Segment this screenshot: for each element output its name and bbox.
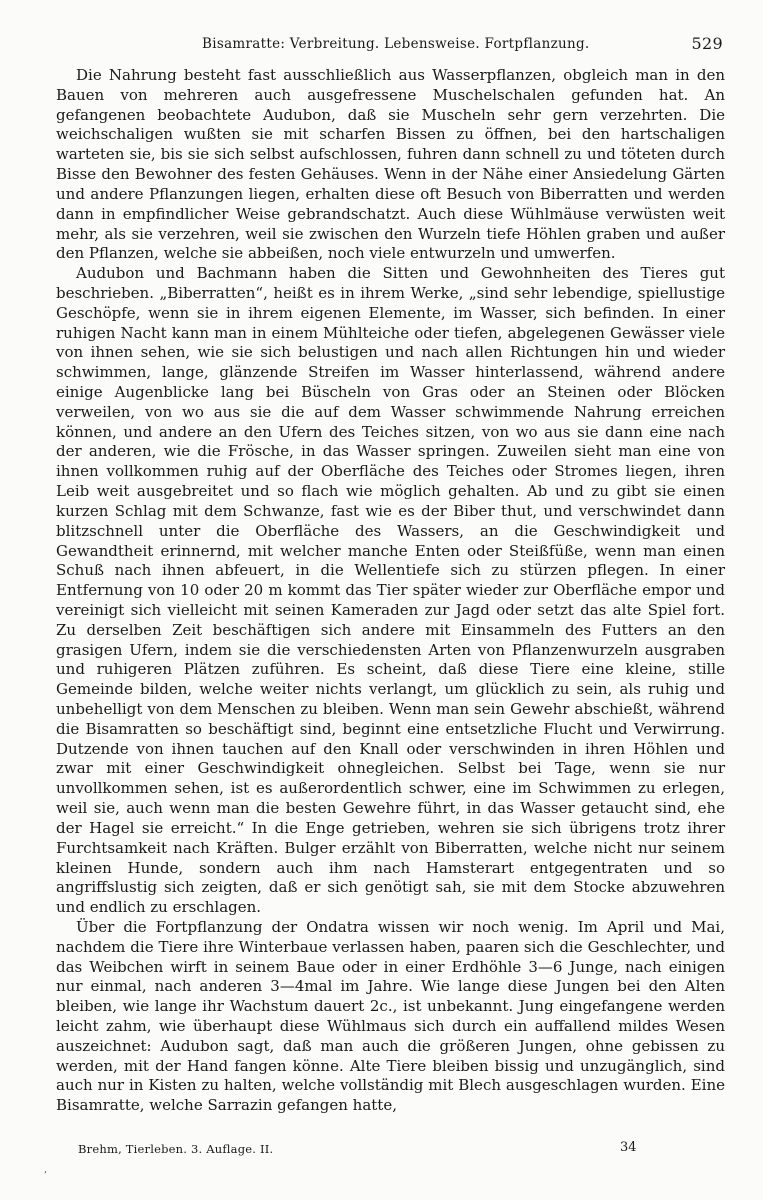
running-head: Bisamratte: Verbreitung. Lebensweise. Fortpflanzung. <box>202 36 590 52</box>
page-header <box>60 32 723 58</box>
sheet-number: 34 <box>620 1140 637 1155</box>
paragraph-reproduction: Über die Fortpflanzung der Ondatra wissen wir noch wenig. Im April und Mai, nachdem die Tiere ihre Winterbaue verlassen haben, paaren sich die Geschlechter, und das Weibchen wirft in seinem Baue oder in einer Erdhöhle 3—6 Junge, nach einigen nur einmal, nach anderen 3—4mal im Jahre. Wie lange diese Jungen bei den Alten bleiben, wie lange ihr Wachstum dauert 2c., ist unbekannt. Jung eingefangene werden leicht zahm, wie überhaupt diese Wühlmaus sich durch ein auffallend mildes Wesen auszeichnet: Audubon sagt, daß man auch die größeren Jungen, ohne gebissen zu werden, mit der Hand fangen könne. Alte Tiere bleiben bissig und unzugänglich, sind auch nur in Kisten zu halten, welche vollständig mit Blech ausgeschlagen wurden. Eine Bisamratte, welche Sarrazin gefangen hatte, <box>56 917 725 1115</box>
page-footer <box>60 1140 723 1160</box>
paragraph-habits: Audubon und Bachmann haben die Sitten und Gewohnheiten des Tieres gut beschrieben. „Biberratten“, heißt es in ihrem Werke, „sind sehr lebendige, spiellustige Geschöpfe, wenn sie in ihrem eigenen Elemente, im Wasser, sich befinden. In einer ruhigen Nacht kann man in einem Mühlteiche oder tiefen, abgelegenen Gewässer viele von ihnen sehen, wie sie sich belustigen und nach allen Richtungen hin und wieder schwimmen, lange, glänzende Streifen im Wasser hinterlassend, während andere einige Augenblicke lang bei Büscheln von Gras oder an Steinen oder Blöcken verweilen, von wo aus sie die auf dem Wasser schwimmende Nahrung erreichen können, und andere an den Ufern des Teiches sitzen, von wo aus sie dann eine nach der anderen, wie die Frösche, in das Wasser springen. Zuweilen sieht man eine von ihnen vollkommen ruhig auf der Oberfläche des Teiches oder Stromes liegen, ihren Leib weit ausgebreitet und so flach wie möglich gehalten. Ab und zu gibt sie einen kurzen Schlag mit dem Schwanze, fast wie es der Biber thut, und verschwindet dann blitzschnell unter die Oberfläche des Wassers, an die Geschwindigkeit und Gewandtheit erinnernd, mit welcher manche Enten oder Steißfüße, wenn man einen Schuß nach ihnen abfeuert, in die Wellentiefe sich zu stürzen pflegen. In einer Entfernung von 10 oder 20 m kommt das Tier später wieder zur Oberfläche empor und vereinigt sich vielleicht mit seinen Kameraden zur Jagd oder setzt das alte Spiel fort. Zu derselben Zeit beschäftigen sich andere mit Einsammeln des Futters an den grasigen Ufern, indem sie die verschiedensten Arten von Pflanzenwurzeln ausgraben und ruhigeren Plätzen zuführen. Es scheint, daß diese Tiere eine kleine, stille Gemeinde bilden, welche weiter nichts verlangt, um glücklich zu sein, als ruhig und unbehelligt von dem Menschen zu bleiben. Wenn man sein Gewehr abschießt, während die Bisamratten so beschäftigt sind, beginnt eine entsetzliche Flucht und Verwirrung. Dutzende von ihnen tauchen auf den Knall oder verschwinden in ihren Höhlen und zwar mit einer Geschwindigkeit ohnegleichen. Selbst bei Tage, wenn sie nur unvollkommen sehen, ist es außerordentlich schwer, eine im Schwimmen zu erlegen, weil sie, auch wenn man die besten Gewehre führt, in das Wasser getaucht sind, ehe der Hagel sie erreicht.“ In die Enge getrieben, wehren sie sich übrigens trotz ihrer Furchtsamkeit nach Kräften. Bulger erzählt von Biberratten, welche nicht nur seinem kleinen Hunde, sondern auch ihm nach Hamsterart entgegentraten und so angriffslustig sich zeigten, daß er sich genötigt sah, sie mit dem Stocke abzuwehren und endlich zu erschlagen. <box>56 264 725 917</box>
page-number: 529 <box>691 34 723 53</box>
ink-speck: , <box>44 1164 48 1175</box>
paragraph-food: Die Nahrung besteht fast ausschließlich aus Wasserpflanzen, obgleich man in den Bauen von mehreren auch ausgefressene Muschelschalen gefunden hat. An gefangenen beobachtete Audubon, daß sie Muscheln sehr gern verzehrten. Die weichschaligen wußten sie mit scharfen Bissen zu öffnen, bei den hartschaligen warteten sie, bis sie sich selbst aufschlossen, fuhren dann schnell zu und töteten durch Bisse den Bewohner des festen Gehäuses. Wenn in der Nähe einer Ansiedelung Gärten und andere Pflanzungen liegen, erhalten diese oft Besuch von Biberratten und werden dann in empfindlicher Weise gebrandschatzt. Auch diese Wühlmäuse verwüsten weit mehr, als sie verzehren, weil sie zwischen den Wurzeln tiefe Höhlen graben und außer den Pflanzen, welche sie abbeißen, noch viele entwurzeln und umwerfen. <box>56 66 725 263</box>
body-text <box>56 66 725 1116</box>
printer-signature: Brehm, Tierleben. 3. Auflage. II. <box>78 1142 274 1156</box>
